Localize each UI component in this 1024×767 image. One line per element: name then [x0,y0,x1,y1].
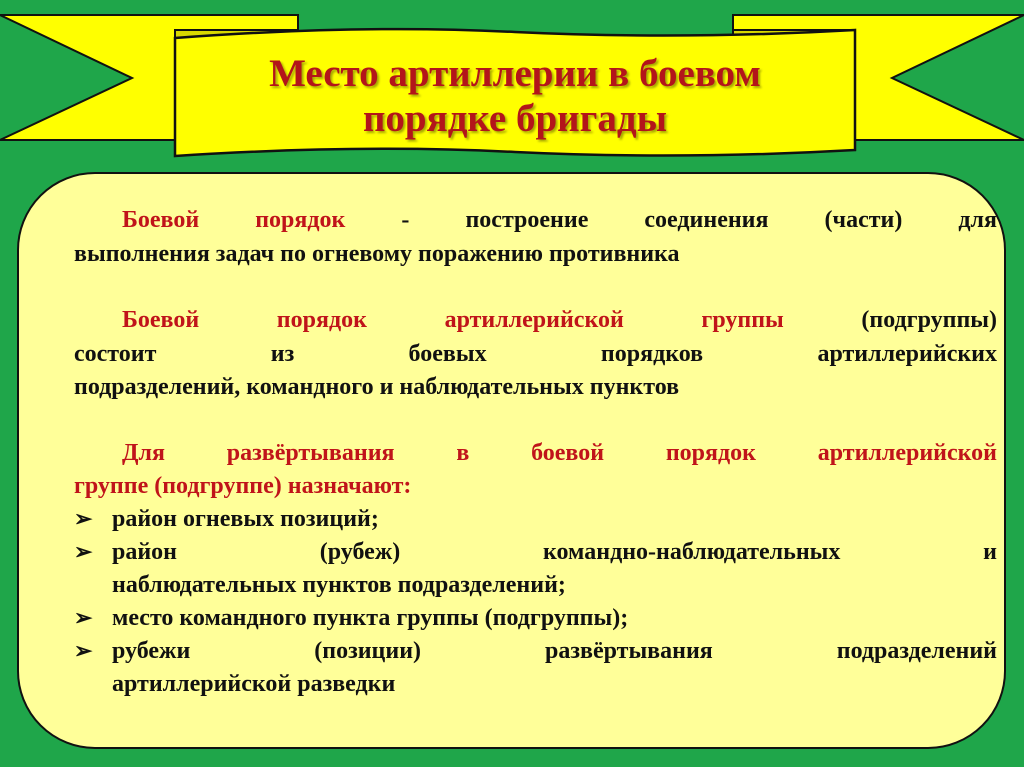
content-panel [17,172,1006,749]
list-item-text: наблюдательных пунктов подразделений; [112,572,566,598]
list-item-text: артиллерийской разведки [112,671,396,697]
definition-text-1: построение соединения (части) для [465,207,997,233]
arrow-bullet-icon: ➢ [74,539,93,564]
deployment-intro-line-2: группе (подгруппе) назначают: [74,473,412,499]
arrow-bullet-icon: ➢ [74,638,93,663]
deployment-intro-line-1: Для развёртывания в боевой порядок артиллерийской [122,440,997,466]
list-item-text: рубежи (позиции) развёртывания подразделений [112,638,997,664]
group-line-2: состоит из боевых порядков артиллерийских [74,341,997,367]
list-item-text: район (рубеж) командно-наблюдательных и [112,539,997,565]
definition-term: Боевой порядок [122,207,346,233]
page-title-line-1: Место артиллерии в боевом [269,52,761,95]
group-term: Боевой порядок артиллерийской группы [122,307,784,333]
group-text-1: (подгруппы) [783,307,997,333]
definition-line-2: выполнения задач по огневому поражению противника [74,241,680,267]
list-item-text: район огневых позиций; [112,506,379,532]
group-line-1 [74,304,997,336]
list-item-text: место командного пункта группы (подгруппы); [112,605,629,631]
arrow-bullet-icon: ➢ [74,506,93,531]
group-line-3: подразделений, командного и наблюдательных пунктов [74,374,680,400]
definition-dash: - [345,207,466,233]
arrow-bullet-icon: ➢ [74,605,93,630]
definition-line-1 [74,204,997,236]
page-title-line-2: порядке бригады [362,97,668,140]
